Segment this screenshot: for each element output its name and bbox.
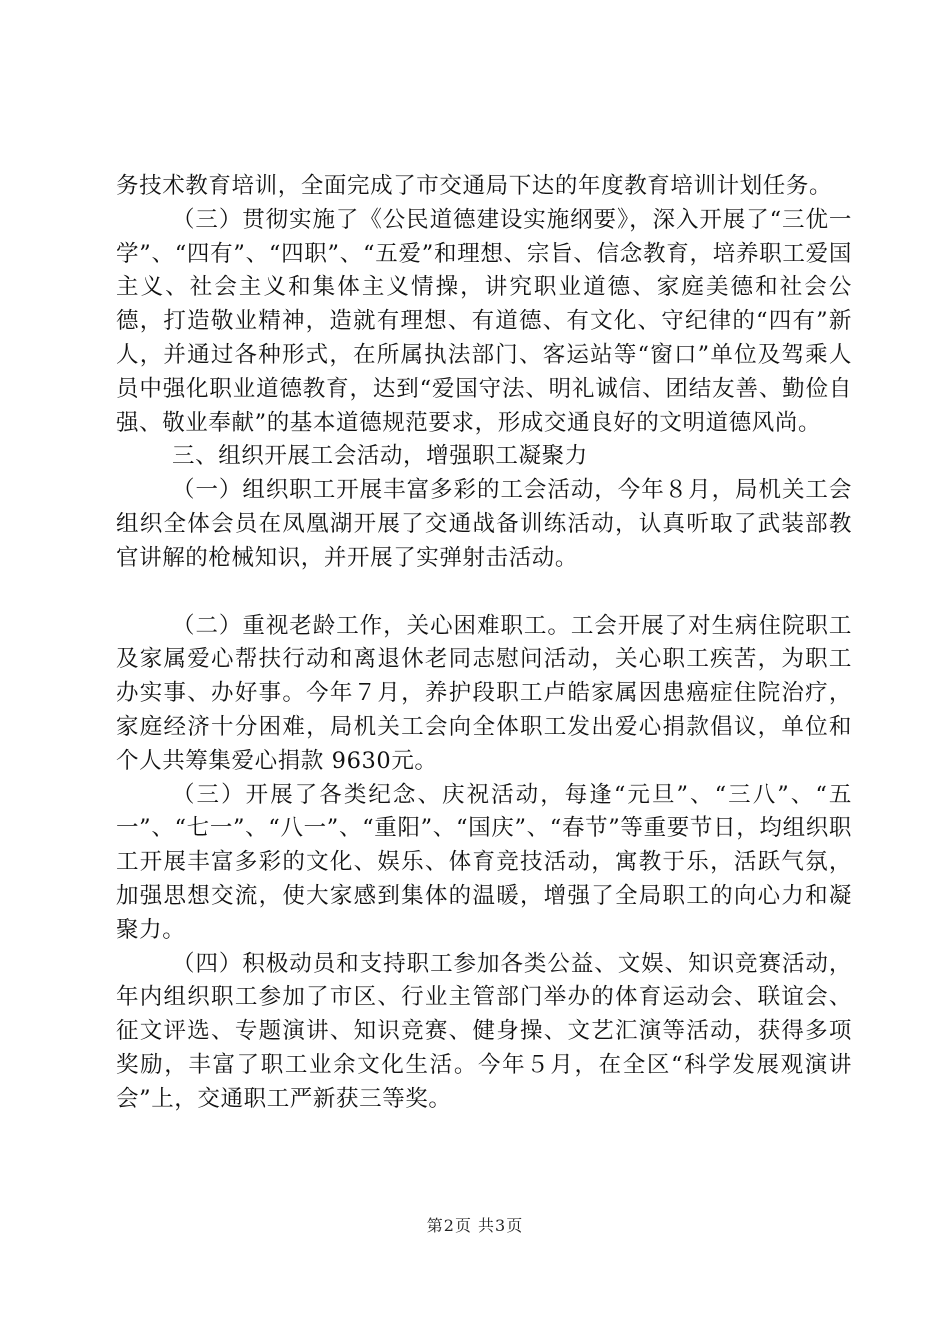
- paragraph-celebrations: （三）开展了各类纪念、庆祝活动，每逢“元旦”、“三八”、“五一”、“七一”、“八一”、“重阳”、“国庆”、“春节”等重要节日，均组织职工开展丰富多彩的文化、娱乐、体育竞技活动，寓教于乐，活跃气氛，加强思想交流，使大家感到集体的温暖，增强了全局职工的向心力和凝聚力。: [116, 781, 852, 943]
- paragraph-union-activities: （一）组织职工开展丰富多彩的工会活动，今年８月，局机关工会组织全体会员在凤凰湖开展了交通战备训练活动，认真听取了武装部教官讲解的枪械知识，并开展了实弹射击活动。: [116, 477, 852, 571]
- section-heading-union-activities: 三、组织开展工会活动，增强职工凝聚力: [172, 443, 588, 470]
- paragraph-moral-education: （三）贯彻实施了《公民道德建设实施纲要》，深入开展了“三优一学”、“四有”、“四职”、“五爱”和理想、宗旨、信念教育，培养职工爱国主义、社会主义和集体主义情操，讲究职业道德、家庭美德和社会公德，打造敬业精神，造就有理想、有道德、有文化、守纪律的“四有”新人，并通过各种形式，在所属执法部门、客运站等“窗口”单位及驾乘人员中强化职业道德教育，达到“爱国守法、明礼诚信、团结友善、勤俭自强、敬业奉献”的基本道德规范要求，形成交通良好的文明道德风尚。: [116, 206, 852, 436]
- document-body: [116, 170, 852, 1117]
- paragraph-spacer: [116, 576, 852, 610]
- paragraph-continuation: 务技术教育培训，全面完成了市交通局下达的年度教育培训计划任务。: [116, 173, 833, 199]
- paragraph-competitions: （四）积极动员和支持职工参加各类公益、文娱、知识竞赛活动，年内组织职工参加了市区、行业主管部门举办的体育运动会、联谊会、征文评选、专题演讲、知识竞赛、健身操、文艺汇演等活动，获得多项奖励，丰富了职工业余文化生活。今年５月，在全区“科学发展观演讲会”上，交通职工严新获三等奖。: [116, 950, 852, 1112]
- paragraph-elderly-care: （二）重视老龄工作，关心困难职工。工会开展了对生病住院职工及家属爱心帮扶行动和离退休老同志慰问活动，关心职工疾苦，为职工办实事、办好事。今年７月，养护段职工卢皓家属因患癌症住院治疗，家庭经济十分困难，局机关工会向全体职工发出爱心捐款倡议，单位和个人共筹集爱心捐款 9630元。: [116, 612, 852, 774]
- page-footer: 第2页 共3页: [426, 1216, 524, 1235]
